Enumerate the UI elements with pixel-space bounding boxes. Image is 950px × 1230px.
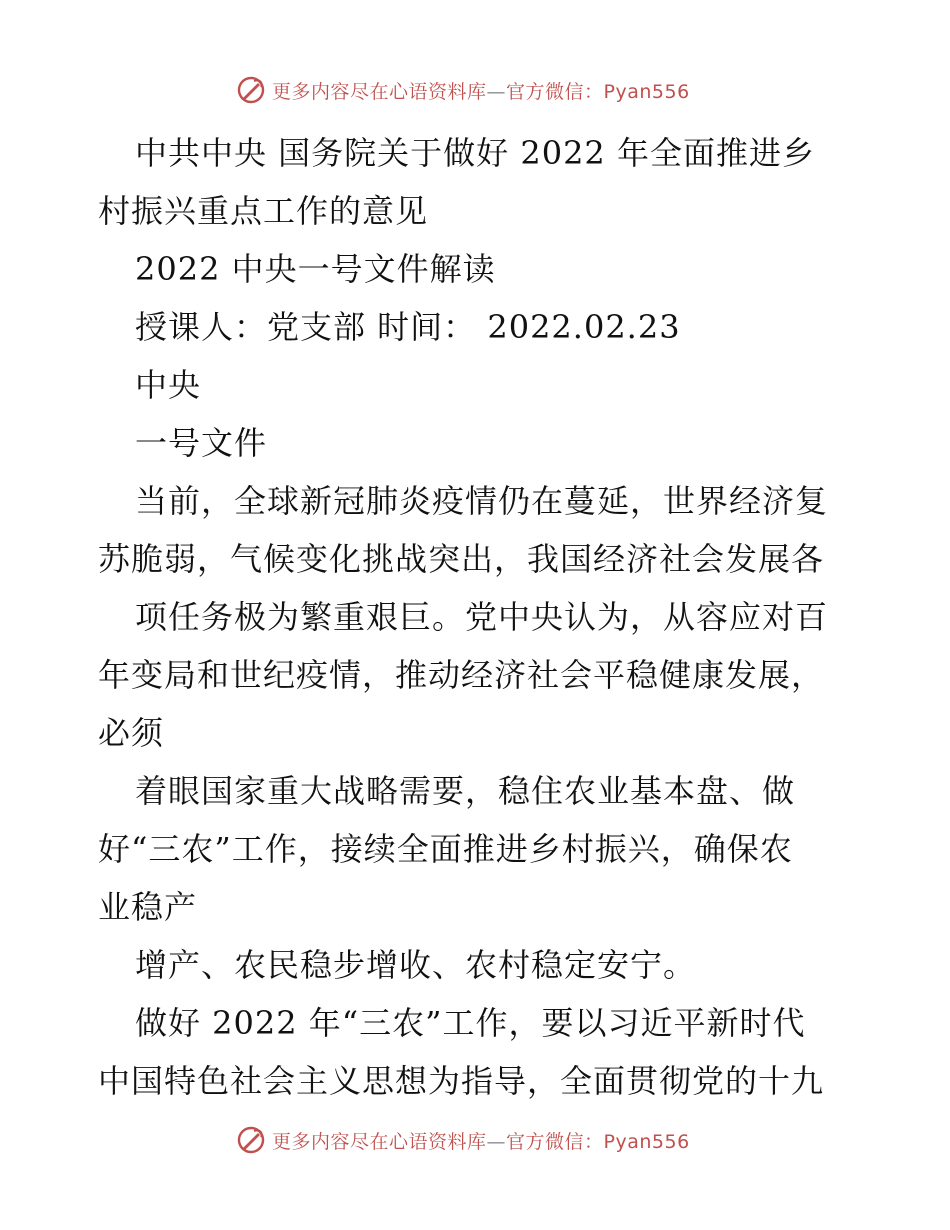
paragraph-line: 好“三农”工作，接续全面推进乡村振兴，确保农 xyxy=(98,830,793,868)
title-line-1: 中共中央 国务院关于做好 2022 年全面推进乡 xyxy=(135,134,815,172)
watermark-wechat-id: Pyan556 xyxy=(603,1130,690,1153)
quill-logo-icon xyxy=(236,75,266,105)
paragraph-line: 着眼国家重大战略需要，稳住农业基本盘、做 xyxy=(135,772,796,810)
text-line: 一号文件 xyxy=(135,424,268,462)
paragraph-line: 增产、农民稳步增收、农村稳定安宁。 xyxy=(135,946,697,984)
watermark-dash: — xyxy=(486,1130,507,1153)
watermark-text xyxy=(272,77,690,104)
paragraph-line: 年变局和世纪疫情，推动经济社会平稳健康发展， xyxy=(98,656,825,694)
paragraph-line: 中国特色社会主义思想为指导，全面贯彻党的十九 xyxy=(98,1062,825,1100)
paragraph-line: 苏脆弱，气候变化挑战突出，我国经济社会发展各 xyxy=(98,540,825,578)
paragraph-line: 必须 xyxy=(98,714,165,752)
title-line-2: 村振兴重点工作的意见 xyxy=(98,192,429,230)
watermark-dash: — xyxy=(486,80,507,103)
paragraph-line: 当前，全球新冠肺炎疫情仍在蔓延，世界经济复 xyxy=(135,482,829,520)
subtitle-line: 2022 中央一号文件解读 xyxy=(135,250,496,288)
watermark-text xyxy=(272,1127,690,1154)
quill-logo-icon xyxy=(236,1125,266,1155)
document-body xyxy=(98,124,858,1110)
text-line: 中央 xyxy=(135,366,202,404)
paragraph-line: 业稳产 xyxy=(98,888,198,926)
lecturer-line: 授课人：党支部 时间： 2022.02.23 xyxy=(135,308,681,346)
footer-watermark xyxy=(236,1122,756,1158)
watermark-site-name: 更多内容尽在心语资料库 xyxy=(272,1130,487,1153)
header-watermark xyxy=(236,72,756,108)
watermark-label: 官方微信： xyxy=(506,80,604,103)
paragraph-line: 项任务极为繁重艰巨。党中央认为，从容应对百 xyxy=(135,598,829,636)
watermark-site-name: 更多内容尽在心语资料库 xyxy=(272,80,487,103)
watermark-wechat-id: Pyan556 xyxy=(603,80,690,103)
watermark-label: 官方微信： xyxy=(506,1130,604,1153)
paragraph-line: 做好 2022 年“三农”工作，要以习近平新时代 xyxy=(135,1004,806,1042)
